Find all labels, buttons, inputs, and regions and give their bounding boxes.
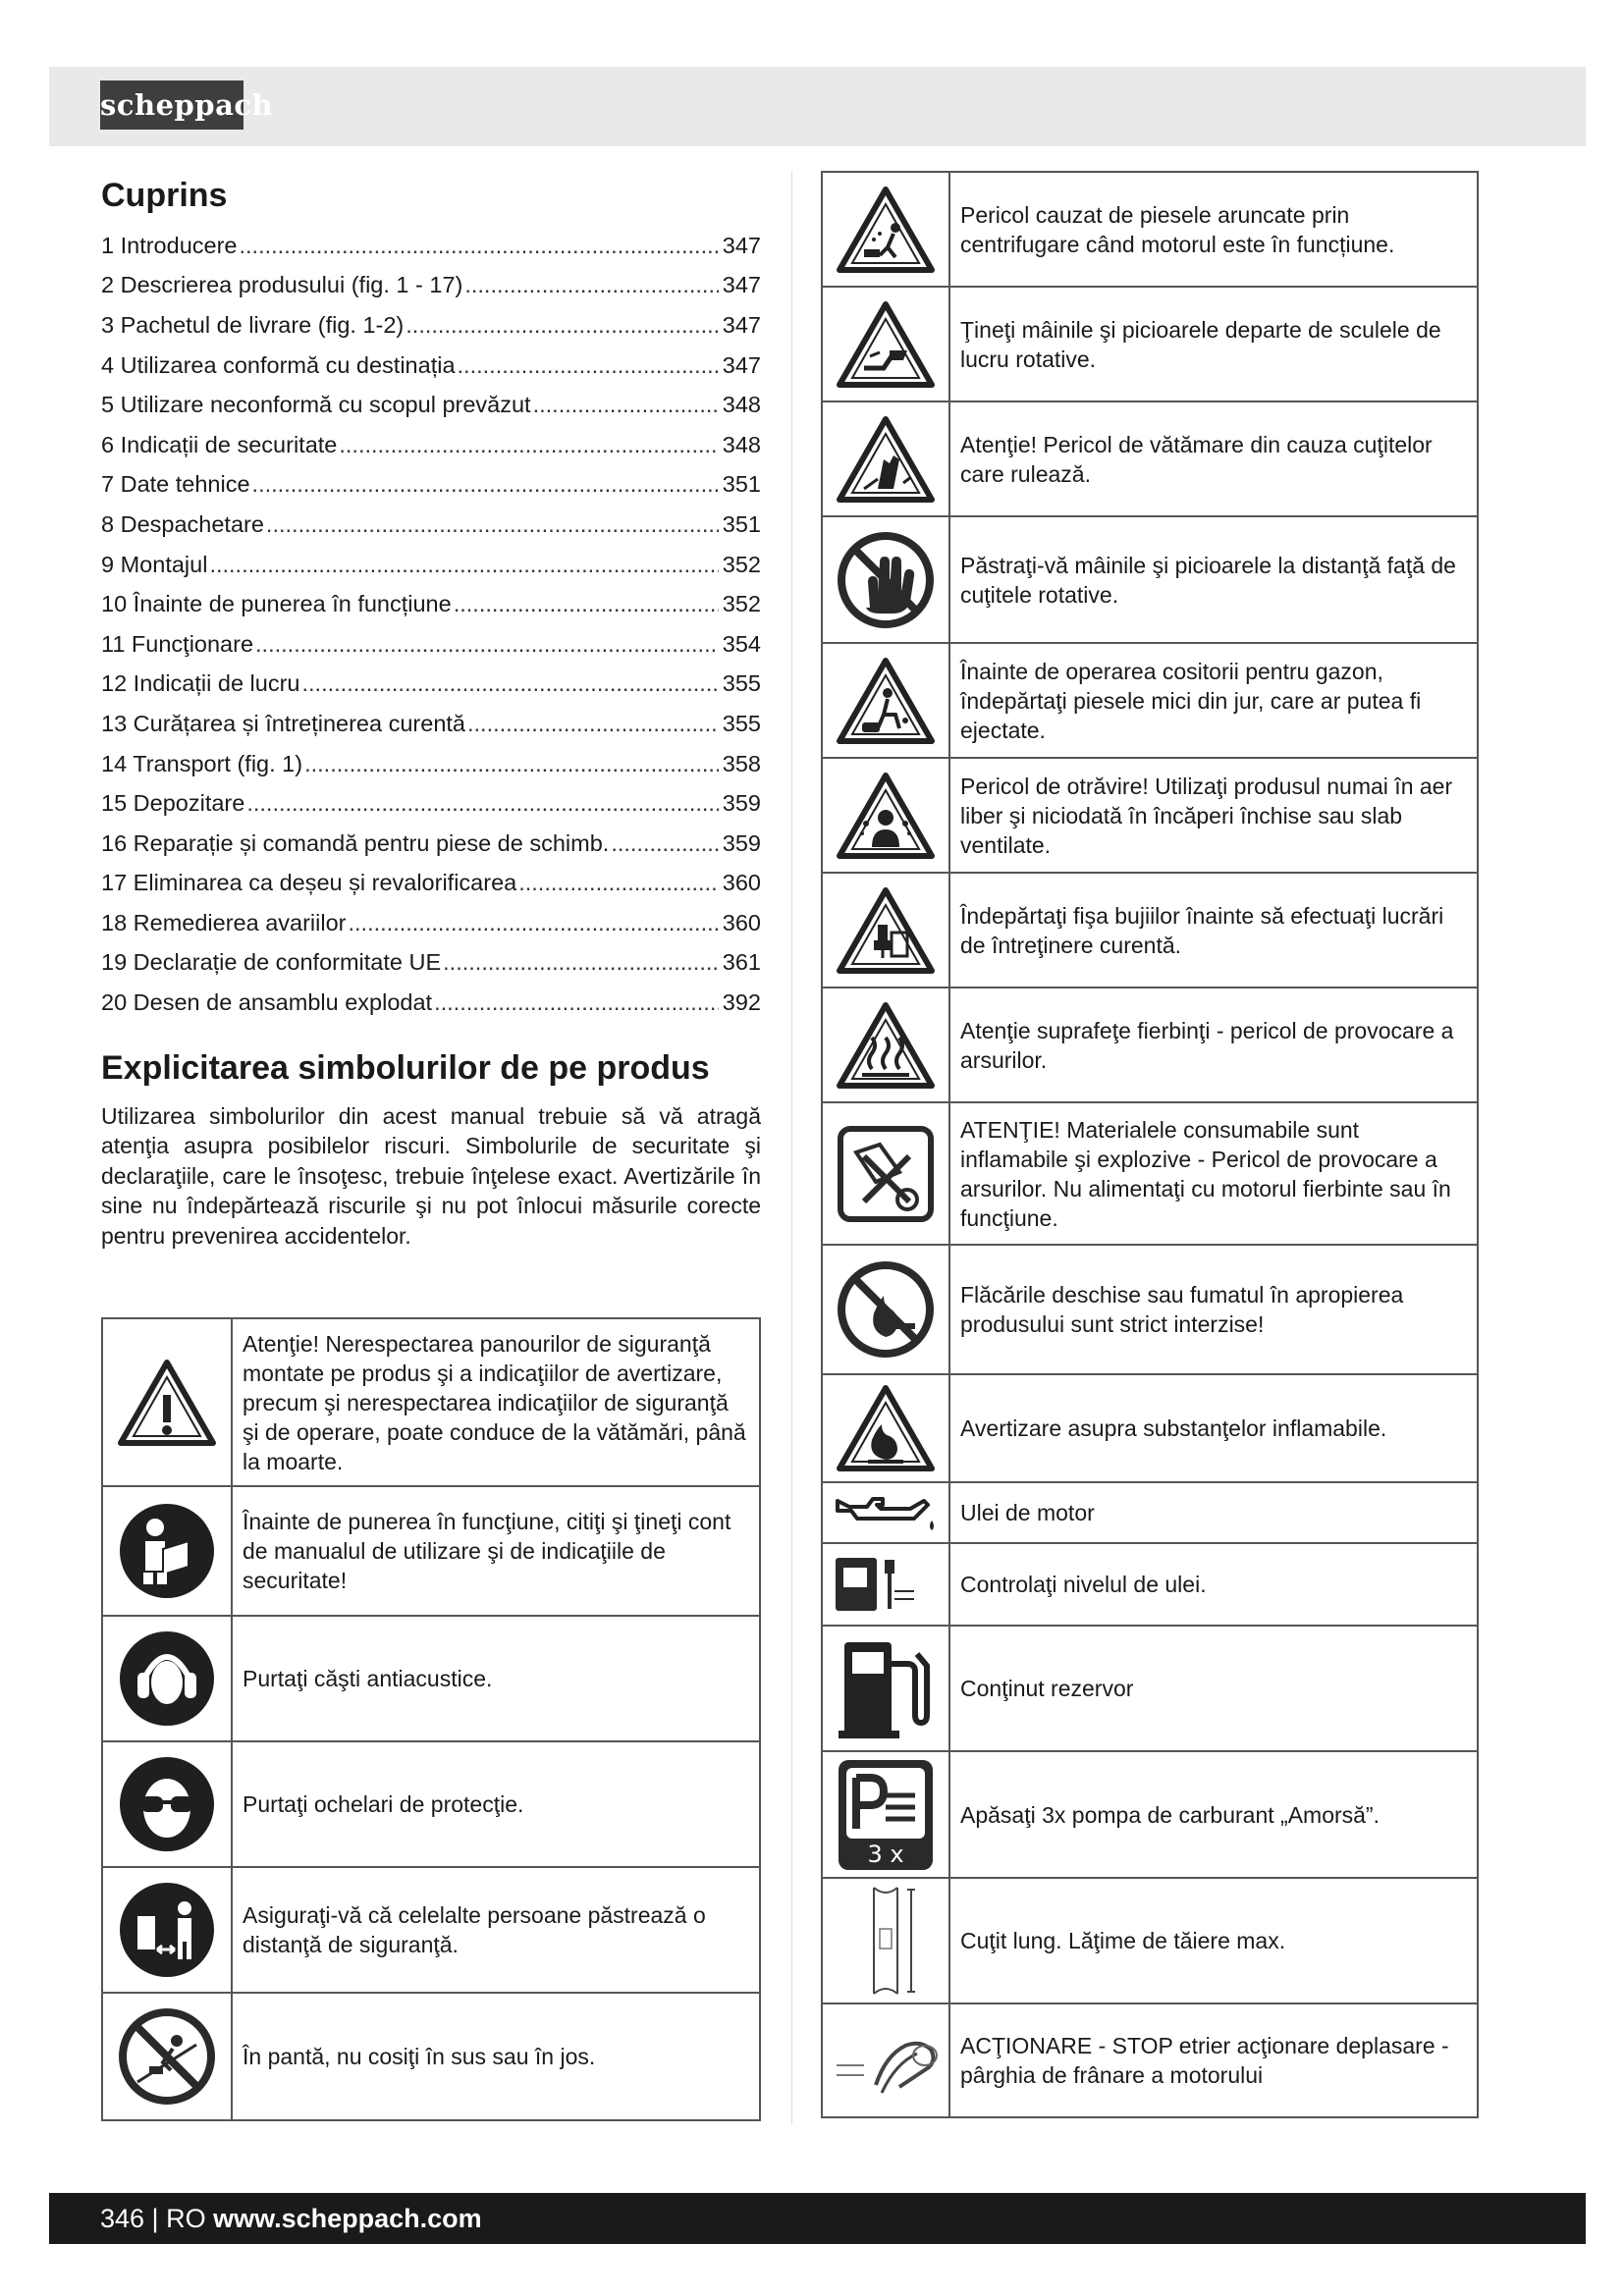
symbols-intro-text: Utilizarea simbolurilor din acest manual trebuie să vă atragă atenţia asupra posibilelor riscuri. Simbolurile de securitate şi declaraţiile, care le însoţesc, trebuie înţelese exact. Avertizările în sine nu îndepărtează riscurile şi nu pot înlocui măsurile corecte pentru prevenirea accidentelor. — [101, 1102, 761, 1249]
toc-entry-title: 7 Date tehnice — [101, 471, 250, 498]
symbol-row — [822, 988, 1478, 1102]
toc-entry — [101, 744, 761, 784]
toc-entry-title: 9 Montajul — [101, 551, 208, 577]
no-slope-mowing-icon — [103, 2005, 231, 2108]
brake-lever-icon — [823, 2016, 948, 2105]
safe-distance-icon — [103, 1879, 231, 1981]
symbol-description: Pericol cauzat de piesele aruncate prin centrifugare când motorul este în funcțiune. — [949, 172, 1478, 287]
toc-entry-title: 6 Indicații de securitate — [101, 431, 338, 457]
symbol-row — [102, 1486, 760, 1616]
symbols-table-left — [101, 1317, 761, 2121]
symbol-description: Purtaţi ochelari de protecţie. — [232, 1741, 760, 1867]
toc-list — [101, 226, 761, 1023]
symbol-icon-cell — [822, 758, 949, 873]
spark-plug-warning-icon — [823, 885, 948, 976]
symbol-row — [822, 758, 1478, 873]
symbol-icon-cell — [822, 873, 949, 988]
cutting-blade-warning-icon — [823, 414, 948, 505]
toc-entry-title: 18 Remedierea avariilor — [101, 909, 347, 935]
thrown-objects-warning-icon — [823, 185, 948, 275]
toc-entry-page: 348 — [722, 431, 761, 457]
toc-entry-title: 16 Reparație și comandă pentru piese de schimb. — [101, 829, 610, 856]
toc-entry-title: 8 Despachetare — [101, 510, 264, 537]
symbol-row — [822, 643, 1478, 758]
symbol-description: Cuţit lung. Lăţime de tăiere max. — [949, 1878, 1478, 2003]
svg-text:3 x: 3 x — [867, 1840, 904, 1868]
keep-hands-away-icon — [823, 529, 948, 631]
toc-dot-leader — [304, 751, 719, 777]
symbol-row — [102, 1741, 760, 1867]
toc-entry-page: 359 — [722, 790, 761, 817]
symbol-row — [822, 1374, 1478, 1482]
toc-entry-title: 5 Utilizare neconformă cu scopul prevăzut — [101, 392, 531, 418]
read-manual-icon — [103, 1500, 231, 1602]
toc-dot-leader — [533, 392, 719, 418]
symbol-icon-cell — [822, 1626, 949, 1751]
primer-3x-icon — [823, 1756, 948, 1874]
symbol-icon-cell — [102, 1993, 232, 2120]
toc-entry-title: 19 Declarație de conformitate UE — [101, 949, 442, 976]
toc-entry-page: 360 — [722, 909, 761, 935]
symbol-icon-cell — [102, 1741, 232, 1867]
rotating-blade-feet-warning-icon — [823, 299, 948, 390]
toc-entry-title: 12 Indicații de lucru — [101, 670, 300, 697]
left-column — [101, 167, 761, 1251]
symbol-icon-cell — [822, 1543, 949, 1626]
toc-entry — [101, 665, 761, 705]
toc-entry — [101, 226, 761, 266]
page-footer — [49, 2193, 1586, 2244]
symbol-row — [822, 1102, 1478, 1245]
toc-entry — [101, 704, 761, 744]
symbol-icon-cell — [102, 1318, 232, 1486]
toc-entry-title: 13 Curățarea și întreținerea curentă — [101, 710, 465, 736]
toc-title: Cuprins — [101, 177, 228, 214]
symbol-icon-cell — [822, 988, 949, 1102]
toc-entry — [101, 624, 761, 665]
symbol-row — [822, 1543, 1478, 1626]
toc-dot-leader — [252, 471, 719, 498]
symbol-icon-cell — [822, 1482, 949, 1543]
symbol-description: Atenţie suprafeţe fierbinţi - pericol de provocare a arsurilor. — [949, 988, 1478, 1102]
oil-level-check-icon — [823, 1554, 948, 1615]
toc-dot-leader — [348, 910, 718, 936]
toc-entry — [101, 305, 761, 346]
symbols-table-right — [821, 171, 1479, 2118]
symbol-icon-cell — [822, 1102, 949, 1245]
symbol-icon-cell — [102, 1486, 232, 1616]
symbol-icon-cell — [822, 2003, 949, 2117]
toc-entry-title: 2 Descrierea produsului (fig. 1 - 17) — [101, 272, 463, 298]
toc-entry-page: 351 — [722, 471, 761, 498]
toc-dot-leader — [246, 790, 718, 817]
symbol-row — [102, 1867, 760, 1993]
toc-entry — [101, 584, 761, 624]
blade-width-icon — [823, 1882, 948, 2000]
fuel-pump-icon — [823, 1634, 948, 1742]
symbol-description: Apăsaţi 3x pompa de carburant „Amorsă”. — [949, 1751, 1478, 1878]
toc-dot-leader — [266, 511, 719, 538]
flammable-warning-icon — [823, 1383, 948, 1473]
page-header — [49, 67, 1586, 146]
footer-text — [100, 2193, 482, 2244]
no-open-flame-icon — [823, 1258, 948, 1361]
toc-entry-page: 355 — [722, 710, 761, 736]
toc-entry-title: 11 Funcţionare — [101, 630, 254, 657]
toc-entry — [101, 864, 761, 904]
toc-entry-title: 10 Înainte de punerea în funcțiune — [101, 591, 452, 617]
symbol-icon-cell — [822, 1374, 949, 1482]
symbol-row — [102, 1616, 760, 1741]
toc-entry — [101, 903, 761, 943]
remove-objects-warning-icon — [823, 656, 948, 746]
toc-entry — [101, 943, 761, 984]
symbol-row — [822, 873, 1478, 988]
eye-protection-icon — [103, 1753, 231, 1855]
toc-dot-leader — [406, 312, 719, 339]
column-divider — [791, 171, 792, 2124]
engine-oil-icon — [823, 1491, 948, 1534]
toc-entry-page: 352 — [722, 591, 761, 617]
toc-dot-leader — [458, 352, 719, 379]
symbol-row — [102, 1993, 760, 2120]
toc-entry-page: 348 — [722, 392, 761, 418]
symbol-row — [822, 401, 1478, 516]
toc-dot-leader — [255, 631, 719, 658]
toc-entry-page: 359 — [722, 829, 761, 856]
no-refuel-hot-engine-icon — [823, 1123, 948, 1225]
toc-entry-page: 392 — [722, 989, 761, 1016]
toc-entry — [101, 545, 761, 585]
symbol-icon-cell — [102, 1616, 232, 1741]
toc-entry — [101, 505, 761, 545]
toc-dot-leader — [464, 272, 718, 298]
symbol-row — [102, 1318, 760, 1486]
symbol-row — [822, 287, 1478, 401]
toc-dot-leader — [518, 870, 719, 896]
toc-entry-page: 358 — [722, 750, 761, 776]
toc-entry-title: 14 Transport (fig. 1) — [101, 750, 303, 776]
hot-surface-warning-icon — [823, 1000, 948, 1091]
symbol-description: Conţinut rezervor — [949, 1626, 1478, 1751]
symbol-description: Atenţie! Pericol de vătămare din cauza cuţitelor care rulează. — [949, 401, 1478, 516]
toc-dot-leader — [611, 830, 718, 857]
symbol-description: Atenţie! Nerespectarea panourilor de siguranţă montate pe produs şi a indicaţiilor de avertizare, precum şi nerespectarea indicaţiilor de siguranţă şi de operare, poate conduce de la vătămări, până la moarte. — [232, 1318, 760, 1486]
toc-entry-title: 17 Eliminarea ca deșeu și revalorificarea — [101, 870, 517, 896]
symbol-row — [822, 516, 1478, 643]
toc-entry-title: 15 Depozitare — [101, 790, 245, 817]
toc-dot-leader — [443, 949, 719, 976]
symbol-row — [822, 1751, 1478, 1878]
symbol-icon-cell — [822, 1245, 949, 1374]
symbol-description: Ţineţi mâinile şi picioarele departe de sculele de lucru rotative. — [949, 287, 1478, 401]
symbol-row — [822, 2003, 1478, 2117]
toc-entry-page: 347 — [722, 351, 761, 378]
toc-dot-leader — [209, 552, 718, 578]
toc-entry-page: 352 — [722, 551, 761, 577]
symbol-row — [822, 1626, 1478, 1751]
symbol-description: Înainte de punerea în funcţiune, citiţi şi ţineţi cont de manualul de utilizare şi de indicaţiile de securitate! — [232, 1486, 760, 1616]
symbol-icon-cell — [102, 1867, 232, 1993]
toc-entry — [101, 385, 761, 425]
toc-entry — [101, 824, 761, 864]
symbol-description: Păstraţi-vă mâinile şi picioarele la distanţă faţă de cuţitele rotative. — [949, 516, 1478, 643]
warning-exclamation-icon — [103, 1358, 231, 1448]
toc-dot-leader — [467, 711, 719, 737]
toc-entry — [101, 465, 761, 506]
symbol-icon-cell — [822, 287, 949, 401]
toc-entry-title: 1 Introducere — [101, 232, 238, 258]
toc-entry — [101, 346, 761, 386]
symbol-description: Ulei de motor — [949, 1482, 1478, 1543]
symbol-description: Flăcările deschise sau fumatul în apropierea produsului sunt strict interzise! — [949, 1245, 1478, 1374]
symbol-icon-cell — [822, 643, 949, 758]
toc-dot-leader — [339, 432, 718, 458]
symbol-icon-cell — [822, 1751, 949, 1878]
toc-entry — [101, 425, 761, 465]
symbol-icon-cell — [822, 516, 949, 643]
footer-url: www.scheppach.com — [213, 2204, 482, 2233]
toc-entry-page: 354 — [722, 630, 761, 657]
ear-protection-icon — [103, 1628, 231, 1730]
toc-entry-title: 4 Utilizarea conformă cu destinația — [101, 351, 456, 378]
toc-entry-page: 361 — [722, 949, 761, 976]
toc-entry — [101, 783, 761, 824]
symbol-icon-cell — [822, 401, 949, 516]
symbols-section-title: Explicitarea simbolurilor de pe produs — [101, 1048, 710, 1087]
symbol-row — [822, 1482, 1478, 1543]
toc-entry — [101, 983, 761, 1023]
toc-entry-page: 347 — [722, 232, 761, 258]
symbol-description: Îndepărtaţi fişa bujiilor înainte să efectuaţi lucrări de întreţinere curentă. — [949, 873, 1478, 988]
symbol-description: Controlaţi nivelul de ulei. — [949, 1543, 1478, 1626]
symbol-description: Pericol de otrăvire! Utilizaţi produsul numai în aer liber şi niciodată în încăperi închise sau slab ventilate. — [949, 758, 1478, 873]
toc-entry-page: 347 — [722, 311, 761, 338]
scheppach-logo: scheppach — [100, 80, 244, 130]
toc-entry-page: 355 — [722, 670, 761, 697]
toc-entry-page: 351 — [722, 510, 761, 537]
symbol-icon-cell — [822, 1878, 949, 2003]
toc-dot-leader — [454, 591, 719, 617]
symbol-description: În pantă, nu cosiţi în sus sau în jos. — [232, 1993, 760, 2120]
toc-entry-page: 360 — [722, 870, 761, 896]
symbol-description: Înainte de operarea cositorii pentru gazon, îndepărtaţi piesele mici din jur, care ar putea fi ejectate. — [949, 643, 1478, 758]
toxic-fumes-warning-icon — [823, 771, 948, 861]
toc-entry-title: 3 Pachetul de livrare (fig. 1-2) — [101, 311, 405, 338]
toc-entry-page: 347 — [722, 272, 761, 298]
symbol-row — [822, 1245, 1478, 1374]
symbol-description: Avertizare asupra substanţelor inflamabile. — [949, 1374, 1478, 1482]
symbol-description: ATENŢIE! Materialele consumabile sunt inflamabile şi explozive - Pericol de provocare a arsurilor. Nu alimentaţi cu motorul fierbinte sau în funcţiune. — [949, 1102, 1478, 1245]
toc-dot-leader — [301, 670, 718, 697]
symbol-description: ACŢIONARE - STOP etrier acţionare deplasare - pârghia de frânare a motorului — [949, 2003, 1478, 2117]
toc-entry — [101, 266, 761, 306]
footer-page-label: 346 | RO — [100, 2204, 214, 2233]
toc-entry-title: 20 Desen de ansamblu explodat — [101, 989, 433, 1016]
symbol-description: Asiguraţi-vă că celelalte persoane păstrează o distanţă de siguranţă. — [232, 1867, 760, 1993]
symbol-description: Purtaţi căşti antiacustice. — [232, 1616, 760, 1741]
toc-dot-leader — [434, 989, 719, 1016]
symbol-row — [822, 172, 1478, 287]
toc-dot-leader — [239, 233, 718, 259]
symbol-icon-cell — [822, 172, 949, 287]
symbol-row — [822, 1878, 1478, 2003]
